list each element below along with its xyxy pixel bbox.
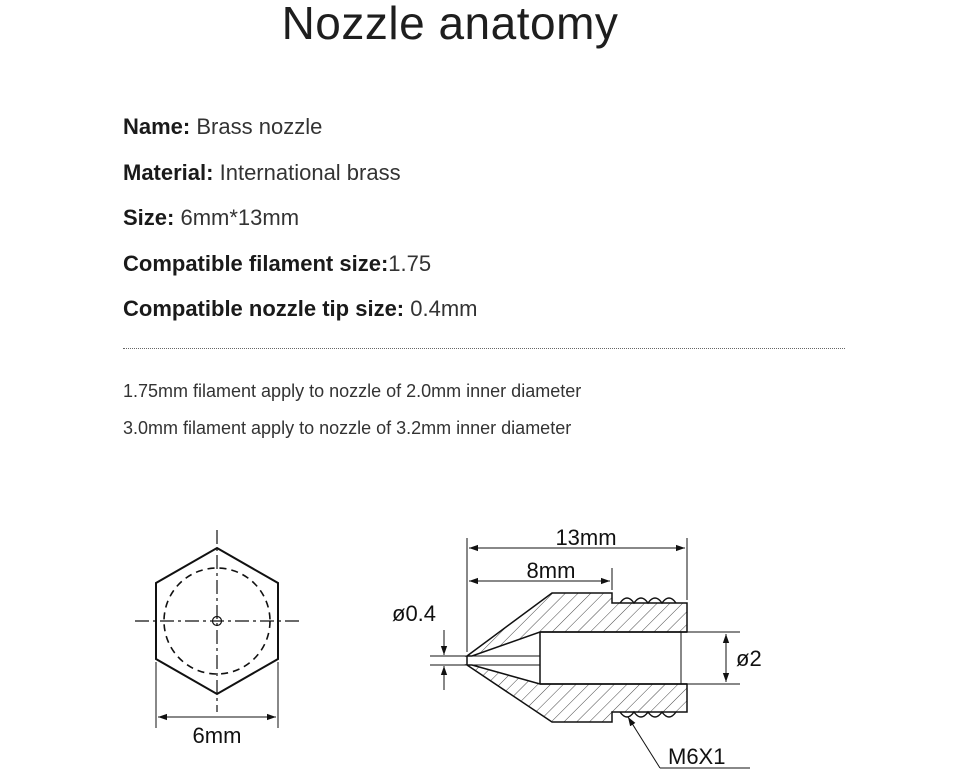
front-view (135, 530, 300, 748)
spec-value: Brass nozzle (196, 114, 323, 139)
page-title: Nozzle anatomy (281, 0, 619, 49)
side-view (392, 525, 762, 769)
bore-diameter-label: ø2 (736, 646, 762, 671)
tip-diameter-label: ø0.4 (392, 601, 437, 626)
spec-key: Size: (123, 205, 175, 230)
thread-label: M6X1 (668, 744, 726, 769)
thread-length-label: 8mm (526, 558, 576, 583)
length-label: 13mm (555, 525, 617, 550)
spec-value: 6mm*13mm (180, 205, 300, 230)
spec-value: International brass (219, 159, 401, 185)
leader-line (628, 717, 660, 768)
width-label: 6mm (192, 723, 242, 748)
body-section-top (467, 593, 687, 656)
spec-key: Compatible filament size: (123, 250, 389, 276)
note-line: 3.0mm filament apply to nozzle of 3.2mm inner diameter (123, 418, 572, 438)
spec-key: Compatible nozzle tip size: (123, 296, 405, 321)
spec-value: 1.75 (388, 250, 432, 276)
spec-key: Name: (123, 114, 191, 139)
note-line: 1.75mm filament apply to nozzle of 2.0mm inner diameter (123, 381, 582, 401)
spec-key: Material: (123, 159, 214, 185)
spec-value: 0.4mm (410, 296, 478, 321)
body-section-bottom (467, 665, 687, 722)
